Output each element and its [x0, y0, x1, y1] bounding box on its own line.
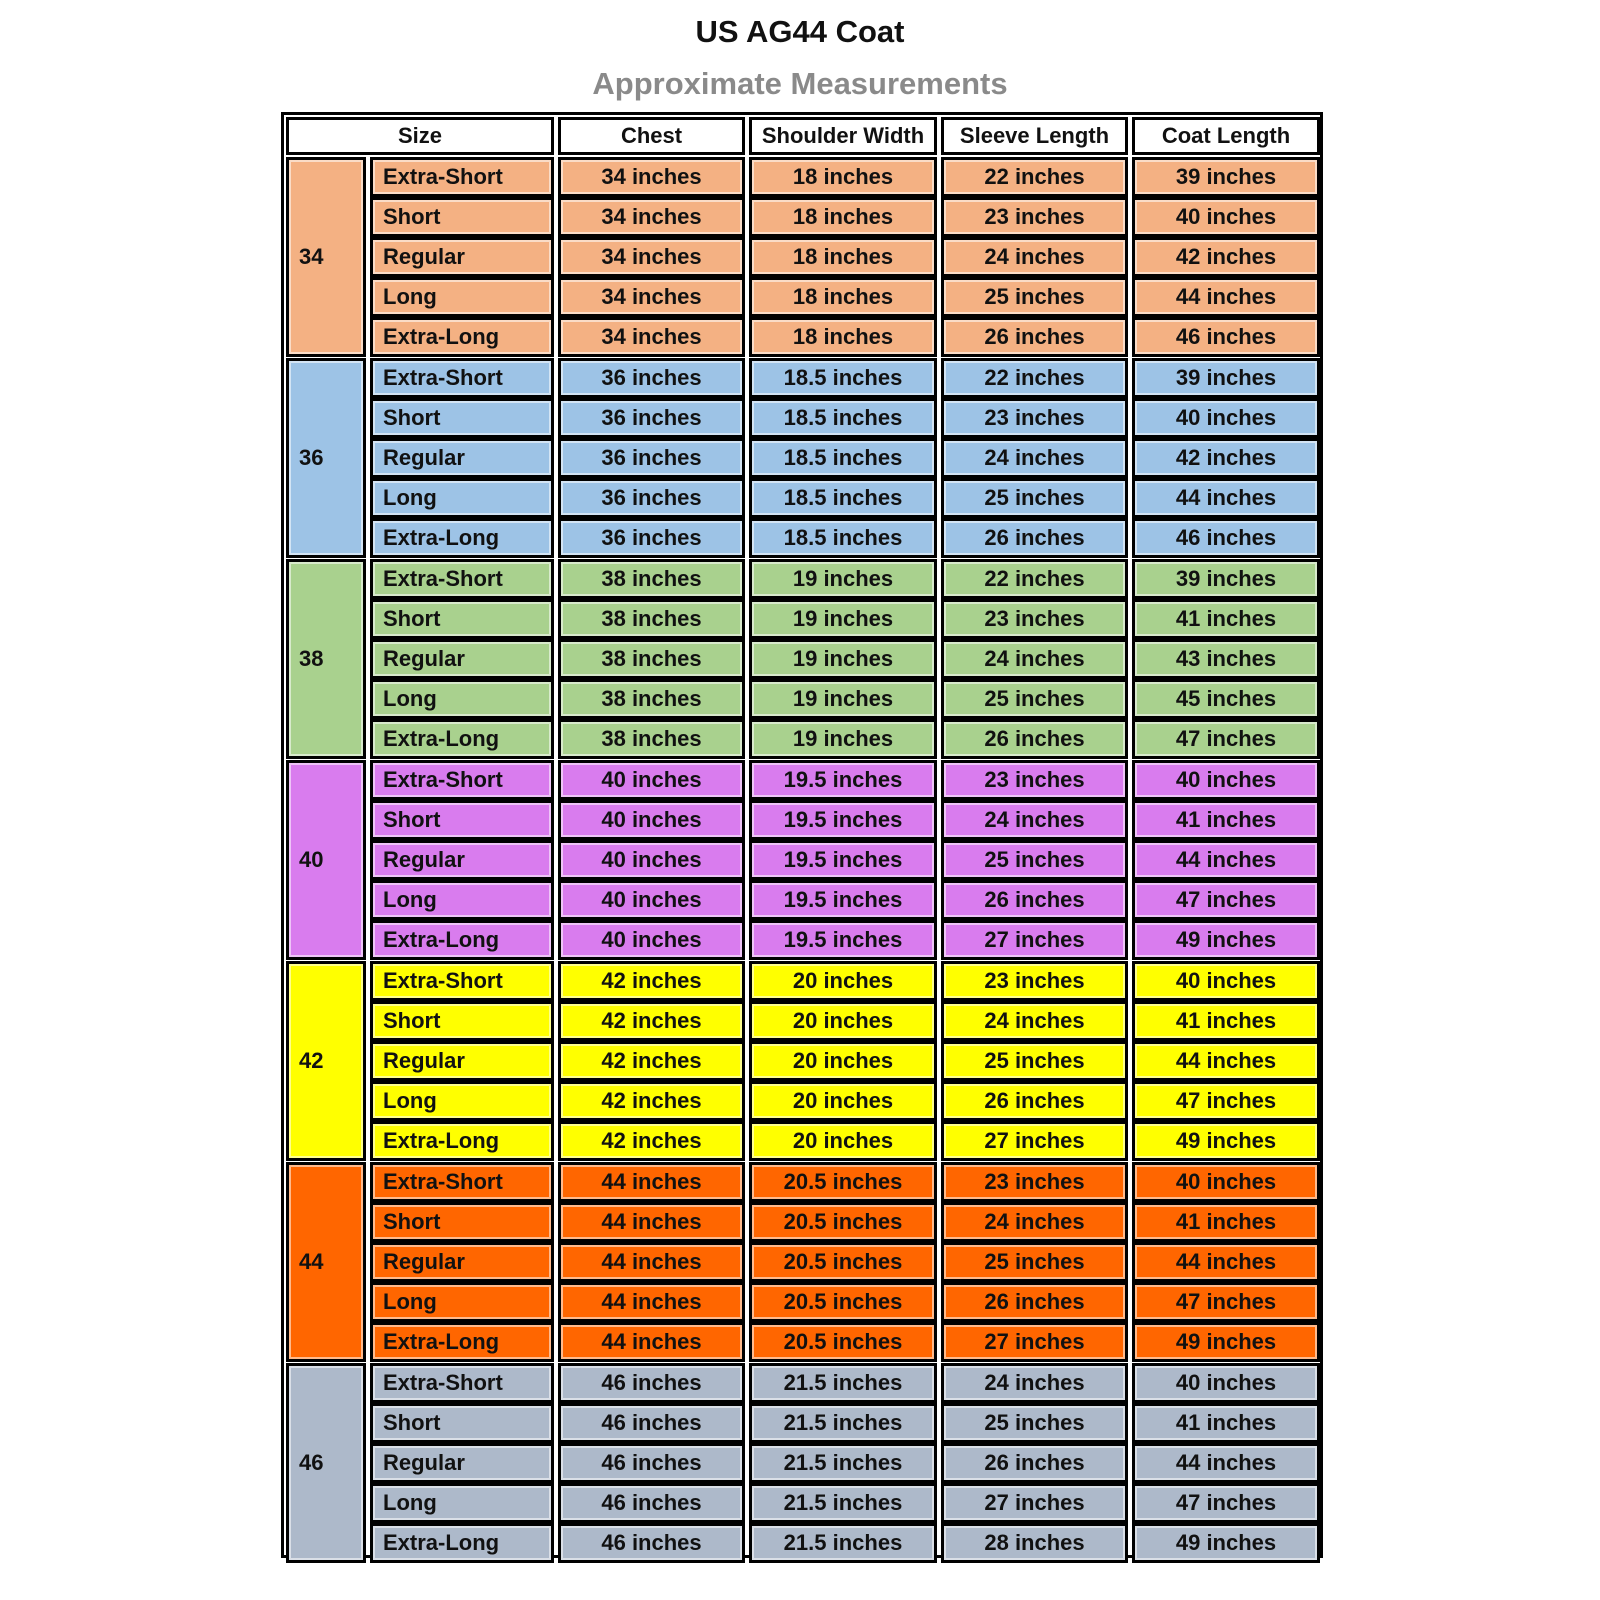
sleeve-length-value: 24 inches [941, 800, 1128, 840]
length-label: Short [370, 599, 554, 639]
coat-length-value: 40 inches [1132, 961, 1320, 1001]
size-group-36: 36 [286, 358, 366, 558]
sleeve-length-value: 23 inches [941, 599, 1128, 639]
shoulder-width-value: 18 inches [749, 237, 937, 277]
shoulder-width-value: 20.5 inches [749, 1282, 937, 1322]
coat-length-value: 42 inches [1132, 237, 1320, 277]
coat-length-value: 39 inches [1132, 559, 1320, 599]
coat-length-value: 40 inches [1132, 1363, 1320, 1403]
coat-length-value: 39 inches [1132, 157, 1320, 197]
sleeve-length-value: 24 inches [941, 237, 1128, 277]
length-label: Long [370, 1483, 554, 1523]
length-label: Extra-Short [370, 1363, 554, 1403]
chest-value: 42 inches [558, 1001, 745, 1041]
shoulder-width-value: 18.5 inches [749, 358, 937, 398]
shoulder-width-value: 19 inches [749, 599, 937, 639]
length-label: Extra-Long [370, 1523, 554, 1563]
coat-length-value: 49 inches [1132, 1322, 1320, 1362]
length-label: Regular [370, 438, 554, 478]
shoulder-width-value: 19 inches [749, 559, 937, 599]
sleeve-length-value: 23 inches [941, 961, 1128, 1001]
shoulder-width-value: 21.5 inches [749, 1523, 937, 1563]
chest-value: 40 inches [558, 840, 745, 880]
coat-length-value: 44 inches [1132, 1242, 1320, 1282]
shoulder-width-value: 19.5 inches [749, 800, 937, 840]
length-label: Extra-Short [370, 1162, 554, 1202]
chest-value: 44 inches [558, 1162, 745, 1202]
header-chest: Chest [558, 117, 745, 155]
chest-value: 42 inches [558, 961, 745, 1001]
chest-value: 38 inches [558, 679, 745, 719]
chest-value: 38 inches [558, 639, 745, 679]
shoulder-width-value: 20.5 inches [749, 1202, 937, 1242]
coat-length-value: 49 inches [1132, 1121, 1320, 1161]
shoulder-width-value: 19.5 inches [749, 920, 937, 960]
coat-length-value: 44 inches [1132, 277, 1320, 317]
length-label: Extra-Long [370, 920, 554, 960]
chest-value: 36 inches [558, 358, 745, 398]
shoulder-width-value: 18 inches [749, 277, 937, 317]
sleeve-length-value: 27 inches [941, 1121, 1128, 1161]
chest-value: 44 inches [558, 1282, 745, 1322]
length-label: Extra-Long [370, 1322, 554, 1362]
coat-length-value: 40 inches [1132, 760, 1320, 800]
chest-value: 42 inches [558, 1081, 745, 1121]
coat-length-value: 49 inches [1132, 920, 1320, 960]
length-label: Long [370, 277, 554, 317]
sleeve-length-value: 25 inches [941, 679, 1128, 719]
chest-value: 36 inches [558, 438, 745, 478]
coat-length-value: 43 inches [1132, 639, 1320, 679]
sleeve-length-value: 25 inches [941, 840, 1128, 880]
chest-value: 34 inches [558, 317, 745, 357]
sleeve-length-value: 23 inches [941, 398, 1128, 438]
sleeve-length-value: 24 inches [941, 639, 1128, 679]
header-sleeve-length: Sleeve Length [941, 117, 1128, 155]
shoulder-width-value: 18.5 inches [749, 478, 937, 518]
size-group-40: 40 [286, 760, 366, 960]
chest-value: 40 inches [558, 880, 745, 920]
coat-length-value: 40 inches [1132, 197, 1320, 237]
length-label: Extra-Long [370, 719, 554, 759]
coat-length-value: 44 inches [1132, 840, 1320, 880]
shoulder-width-value: 19.5 inches [749, 840, 937, 880]
sleeve-length-value: 24 inches [941, 1202, 1128, 1242]
length-label: Short [370, 1202, 554, 1242]
shoulder-width-value: 21.5 inches [749, 1363, 937, 1403]
sleeve-length-value: 25 inches [941, 478, 1128, 518]
size-group-42: 42 [286, 961, 366, 1161]
shoulder-width-value: 18 inches [749, 157, 937, 197]
coat-length-value: 41 inches [1132, 1403, 1320, 1443]
coat-length-value: 47 inches [1132, 880, 1320, 920]
length-label: Regular [370, 1242, 554, 1282]
length-label: Regular [370, 237, 554, 277]
length-label: Regular [370, 840, 554, 880]
sleeve-length-value: 27 inches [941, 1483, 1128, 1523]
length-label: Long [370, 1282, 554, 1322]
sleeve-length-value: 26 inches [941, 880, 1128, 920]
sleeve-length-value: 26 inches [941, 317, 1128, 357]
shoulder-width-value: 20.5 inches [749, 1162, 937, 1202]
chest-value: 34 inches [558, 197, 745, 237]
chest-value: 44 inches [558, 1202, 745, 1242]
shoulder-width-value: 18.5 inches [749, 398, 937, 438]
length-label: Extra-Long [370, 1121, 554, 1161]
coat-length-value: 44 inches [1132, 1041, 1320, 1081]
chest-value: 34 inches [558, 237, 745, 277]
size-group-44: 44 [286, 1162, 366, 1362]
sleeve-length-value: 23 inches [941, 1162, 1128, 1202]
shoulder-width-value: 20 inches [749, 961, 937, 1001]
coat-length-value: 47 inches [1132, 1483, 1320, 1523]
chest-value: 34 inches [558, 277, 745, 317]
chest-value: 44 inches [558, 1322, 745, 1362]
coat-length-value: 40 inches [1132, 398, 1320, 438]
length-label: Regular [370, 1041, 554, 1081]
length-label: Regular [370, 639, 554, 679]
length-label: Extra-Long [370, 317, 554, 357]
coat-length-value: 47 inches [1132, 719, 1320, 759]
chest-value: 38 inches [558, 559, 745, 599]
shoulder-width-value: 19 inches [749, 719, 937, 759]
sleeve-length-value: 26 inches [941, 1081, 1128, 1121]
shoulder-width-value: 20 inches [749, 1081, 937, 1121]
length-label: Long [370, 679, 554, 719]
shoulder-width-value: 20.5 inches [749, 1322, 937, 1362]
coat-length-value: 41 inches [1132, 599, 1320, 639]
sleeve-length-value: 22 inches [941, 157, 1128, 197]
size-group-46: 46 [286, 1363, 366, 1563]
shoulder-width-value: 18 inches [749, 197, 937, 237]
shoulder-width-value: 19.5 inches [749, 760, 937, 800]
shoulder-width-value: 18.5 inches [749, 438, 937, 478]
sleeve-length-value: 26 inches [941, 518, 1128, 558]
sleeve-length-value: 27 inches [941, 1322, 1128, 1362]
chest-value: 36 inches [558, 478, 745, 518]
sleeve-length-value: 24 inches [941, 1001, 1128, 1041]
chest-value: 34 inches [558, 157, 745, 197]
header-shoulder-width: Shoulder Width [749, 117, 937, 155]
coat-length-value: 41 inches [1132, 1202, 1320, 1242]
length-label: Short [370, 800, 554, 840]
coat-length-value: 46 inches [1132, 317, 1320, 357]
length-label: Extra-Short [370, 157, 554, 197]
chest-value: 46 inches [558, 1363, 745, 1403]
coat-length-value: 45 inches [1132, 679, 1320, 719]
length-label: Extra-Long [370, 518, 554, 558]
chest-value: 46 inches [558, 1443, 745, 1483]
chest-value: 46 inches [558, 1483, 745, 1523]
shoulder-width-value: 20 inches [749, 1041, 937, 1081]
chest-value: 44 inches [558, 1242, 745, 1282]
length-label: Long [370, 1081, 554, 1121]
length-label: Long [370, 880, 554, 920]
page-subtitle: Approximate Measurements [592, 66, 1008, 101]
coat-length-value: 39 inches [1132, 358, 1320, 398]
length-label: Regular [370, 1443, 554, 1483]
sleeve-length-value: 25 inches [941, 1041, 1128, 1081]
chest-value: 36 inches [558, 518, 745, 558]
coat-length-value: 41 inches [1132, 800, 1320, 840]
sleeve-length-value: 22 inches [941, 358, 1128, 398]
size-chart-table [281, 112, 1323, 1558]
length-label: Extra-Short [370, 760, 554, 800]
shoulder-width-value: 19 inches [749, 679, 937, 719]
shoulder-width-value: 21.5 inches [749, 1403, 937, 1443]
chest-value: 40 inches [558, 800, 745, 840]
sleeve-length-value: 25 inches [941, 277, 1128, 317]
sleeve-length-value: 24 inches [941, 438, 1128, 478]
sleeve-length-value: 27 inches [941, 920, 1128, 960]
shoulder-width-value: 18.5 inches [749, 518, 937, 558]
chest-value: 42 inches [558, 1041, 745, 1081]
chest-value: 38 inches [558, 719, 745, 759]
coat-length-value: 44 inches [1132, 1443, 1320, 1483]
shoulder-width-value: 21.5 inches [749, 1443, 937, 1483]
shoulder-width-value: 20.5 inches [749, 1242, 937, 1282]
shoulder-width-value: 21.5 inches [749, 1483, 937, 1523]
sleeve-length-value: 22 inches [941, 559, 1128, 599]
sleeve-length-value: 26 inches [941, 1282, 1128, 1322]
coat-length-value: 46 inches [1132, 518, 1320, 558]
length-label: Long [370, 478, 554, 518]
length-label: Extra-Short [370, 559, 554, 599]
shoulder-width-value: 19 inches [749, 639, 937, 679]
coat-length-value: 47 inches [1132, 1081, 1320, 1121]
chest-value: 40 inches [558, 760, 745, 800]
sleeve-length-value: 25 inches [941, 1403, 1128, 1443]
coat-length-value: 47 inches [1132, 1282, 1320, 1322]
length-label: Short [370, 398, 554, 438]
length-label: Short [370, 1001, 554, 1041]
coat-length-value: 49 inches [1132, 1523, 1320, 1563]
length-label: Extra-Short [370, 961, 554, 1001]
sleeve-length-value: 24 inches [941, 1363, 1128, 1403]
coat-length-value: 41 inches [1132, 1001, 1320, 1041]
coat-length-value: 42 inches [1132, 438, 1320, 478]
sleeve-length-value: 28 inches [941, 1523, 1128, 1563]
length-label: Short [370, 197, 554, 237]
shoulder-width-value: 20 inches [749, 1121, 937, 1161]
shoulder-width-value: 19.5 inches [749, 880, 937, 920]
size-group-38: 38 [286, 559, 366, 759]
shoulder-width-value: 18 inches [749, 317, 937, 357]
header-coat-length: Coat Length [1132, 117, 1320, 155]
sleeve-length-value: 25 inches [941, 1242, 1128, 1282]
length-label: Extra-Short [370, 358, 554, 398]
chest-value: 46 inches [558, 1523, 745, 1563]
chest-value: 40 inches [558, 920, 745, 960]
chest-value: 38 inches [558, 599, 745, 639]
chest-value: 36 inches [558, 398, 745, 438]
shoulder-width-value: 20 inches [749, 1001, 937, 1041]
sleeve-length-value: 23 inches [941, 760, 1128, 800]
sleeve-length-value: 23 inches [941, 197, 1128, 237]
sleeve-length-value: 26 inches [941, 1443, 1128, 1483]
chest-value: 42 inches [558, 1121, 745, 1161]
sleeve-length-value: 26 inches [941, 719, 1128, 759]
chest-value: 46 inches [558, 1403, 745, 1443]
size-group-34: 34 [286, 157, 366, 357]
coat-length-value: 44 inches [1132, 478, 1320, 518]
coat-length-value: 40 inches [1132, 1162, 1320, 1202]
header-size: Size [286, 117, 554, 155]
length-label: Short [370, 1403, 554, 1443]
page-title: US AG44 Coat [695, 14, 905, 49]
